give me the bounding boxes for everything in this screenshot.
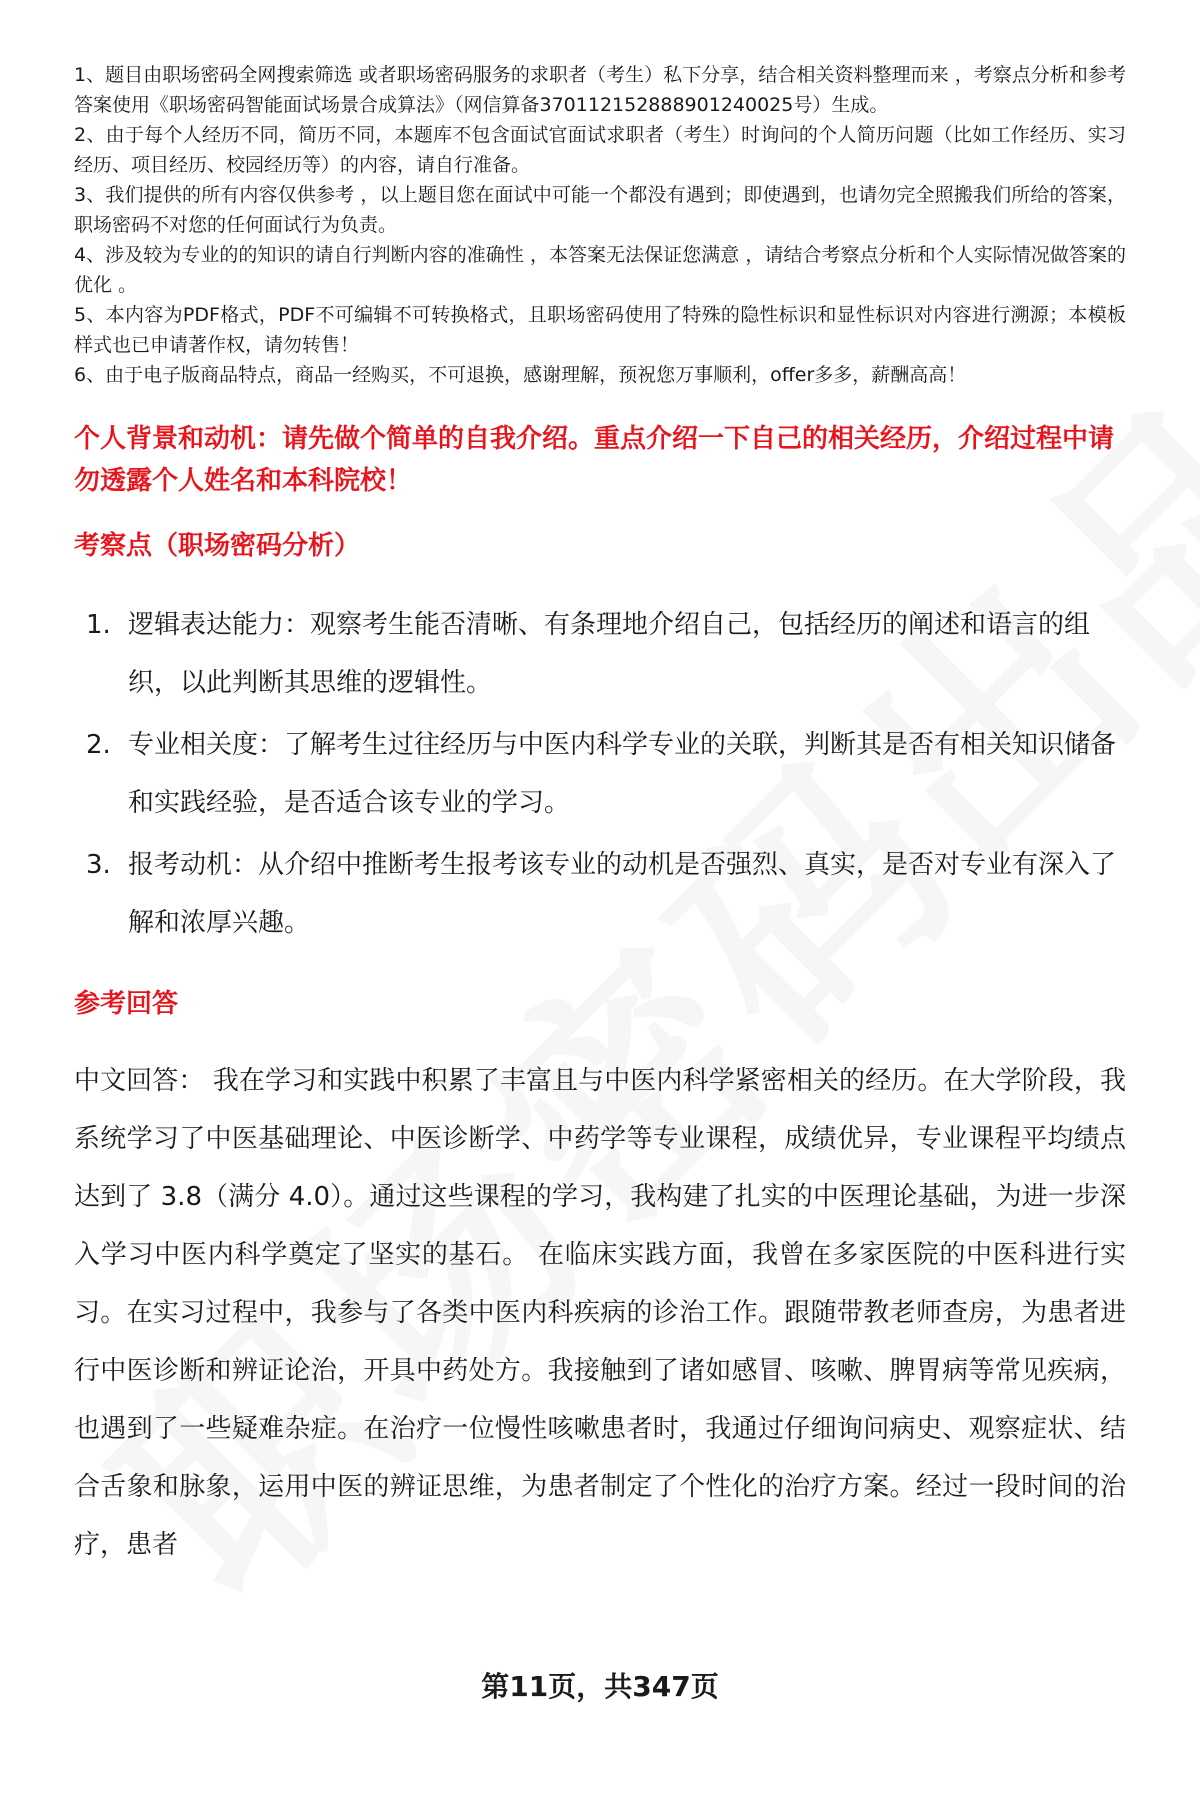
point-text: 报考动机：从介绍中推断考生报考该专业的动机是否强烈、真实，是否对专业有深入了解和浓厚兴趣。 [128, 850, 1117, 938]
analysis-point [74, 836, 1126, 952]
disclaimer-item: 4、涉及较为专业的的知识的请自行判断内容的准确性 ，本答案无法保证您满意 ，请结合考察点分析和个人实际情况做答案的优化 。 [74, 244, 1126, 296]
answer-title: 参考回答 [74, 989, 179, 1019]
disclaimer-item: 6、由于电子版商品特点，商品一经购买，不可退换，感谢理解，预祝您万事顺利，offer多多，薪酬高高！ [74, 364, 967, 386]
point-number: 3. [86, 850, 111, 880]
point-text: 逻辑表达能力：观察考生能否清晰、有条理地介绍自己，包括经历的阐述和语言的组织，以此判断其思维的逻辑性。 [128, 610, 1091, 698]
point-text: 专业相关度：了解考生过往经历与中医内科学专业的关联，判断其是否有相关知识储备和实践经验，是否适合该专业的学习。 [128, 730, 1117, 818]
disclaimer-item: 5、本内容为PDF格式，PDF不可编辑不可转换格式，且职场密码使用了特殊的隐性标识和显性标识对内容进行溯源；本模板样式也已申请著作权，请勿转售！ [74, 304, 1126, 356]
analysis-point [74, 596, 1126, 712]
question-heading: 个人背景和动机：请先做个简单的自我介绍。重点介绍一下自己的相关经历，介绍过程中请勿透露个人姓名和本科院校！ [74, 424, 1115, 496]
analysis-point [74, 716, 1126, 832]
disclaimer-item: 2、由于每个人经历不同，简历不同，本题库不包含面试官面试求职者（考生）时询问的个人简历问题（比如工作经历、实习经历、项目经历、校园经历等）的内容，请自行准备。 [74, 124, 1126, 176]
analysis-title: 考察点（职场密码分析） [74, 531, 361, 561]
point-number: 1. [86, 610, 111, 640]
point-number: 2. [86, 730, 111, 760]
disclaimer-item: 1、题目由职场密码全网搜索筛选 或者职场密码服务的求职者（考生）私下分享，结合相关资料整理而来 ，考察点分析和参考答案使用《职场密码智能面试场景合成算法》（网信算备370112152888901240025号）生成。 [74, 64, 1126, 116]
disclaimer-list [74, 60, 1126, 390]
answer-text: 中文回答： 我在学习和实践中积累了丰富且与中医内科学紧密相关的经历。在大学阶段，我系统学习了中医基础理论、中医诊断学、中药学等专业课程，成绩优异，专业课程平均绩点达到了 3.8（满分 4.0）。通过这些课程的学习，我构建了扎实的中医理论基础，为进一步深入学习中医内科学奠定了坚实的基石。 在临床实践方面，我曾在多家医院的中医科进行实习。在实习过程中，我参与了各类中医内科疾病的诊治工作。跟随带教老师查房，为患者进行中医诊断和辨证论治，开具中药处方。我接触到了诸如感冒、咳嗽、脾胃病等常见疾病，也遇到了一些疑难杂症。在治疗一位慢性咳嗽患者时，我通过仔细询问病史、观察症状、结合舌象和脉象，运用中医的辨证思维，为患者制定了个性化的治疗方案。经过一段时间的治疗，患者 [74, 1066, 1126, 1560]
page-footer: 第11页，共347页 [481, 1670, 719, 1703]
analysis-points [74, 596, 1126, 952]
disclaimer-item: 3、我们提供的所有内容仅供参考 ，以上题目您在面试中可能一个都没有遇到；即使遇到，也请勿完全照搬我们所给的答案，职场密码不对您的任何面试行为负责。 [74, 184, 1126, 236]
